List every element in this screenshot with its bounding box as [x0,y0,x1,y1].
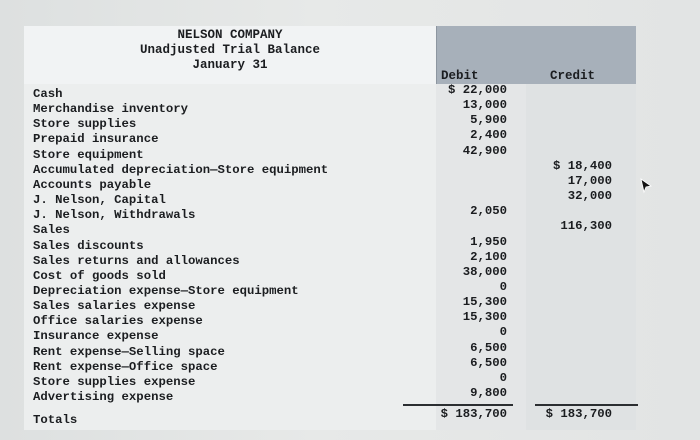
debit-amount: $ 22,000 [447,83,507,97]
account-name: Advertising expense [33,390,174,404]
account-name: Accounts payable [33,177,152,192]
report-date: January 31 [192,58,268,72]
account-name: Insurance expense [33,329,159,344]
report-title-block [24,26,436,84]
debit-amount: 0 [499,370,507,385]
debit-amount: 9,800 [470,386,507,400]
account-name: Accumulated depreciation—Store equipment [33,162,329,177]
account-name: J. Nelson, Withdrawals [33,208,196,223]
company-name: NELSON COMPANY [177,28,283,42]
debit-amount: 2,100 [470,249,507,264]
account-name: Cash [33,87,63,101]
debit-total-rule [403,404,513,406]
totals-debit: $ 183,700 [440,407,507,421]
credit-amount: 32,000 [567,189,612,204]
account-name: Store supplies [33,117,137,132]
account-name: Prepaid insurance [33,132,159,147]
account-name: Sales [33,223,70,238]
account-name: Rent expense—Selling space [33,344,225,359]
account-name: Sales discounts [33,238,144,253]
mouse-cursor-icon [640,178,652,194]
credit-header: Credit [550,69,596,83]
debit-amount: 6,500 [470,355,507,370]
debit-amount: 38,000 [462,264,507,279]
account-name: J. Nelson, Capital [33,193,166,208]
account-name: Sales returns and allowances [33,253,240,268]
account-name: Merchandise inventory [33,102,188,117]
totals-label: Totals [33,413,78,427]
debit-amount: 5,900 [470,113,507,128]
account-name: Office salaries expense [33,314,203,329]
debit-amount: 0 [499,279,507,294]
credit-amount: $ 18,400 [552,158,612,173]
credit-total-rule [535,404,638,406]
account-name: Cost of goods sold [33,268,166,283]
credit-amount: 116,300 [560,219,612,234]
debit-header: Debit [441,69,479,83]
header-divider [436,26,437,84]
account-name: Store equipment [33,147,144,162]
debit-amount: 42,900 [462,143,507,158]
account-name: Store supplies expense [33,374,196,389]
debit-amount: 13,000 [462,98,507,113]
credit-amount: 17,000 [567,173,612,188]
account-name: Depreciation expense—Store equipment [33,283,299,298]
totals-credit: $ 183,700 [545,407,612,421]
report-name: Unadjusted Trial Balance [139,43,321,57]
debit-amount: 0 [499,325,507,340]
debit-amount: 6,500 [470,340,507,355]
debit-amount: 1,950 [470,234,507,249]
account-name: Sales salaries expense [33,299,196,314]
debit-amount: 2,400 [470,128,507,143]
account-name: Rent expense—Office space [33,359,218,374]
debit-amount: 2,050 [470,204,507,219]
credit-column [526,84,636,430]
debit-amount: 15,300 [462,310,507,325]
debit-amount: 15,300 [462,295,507,310]
